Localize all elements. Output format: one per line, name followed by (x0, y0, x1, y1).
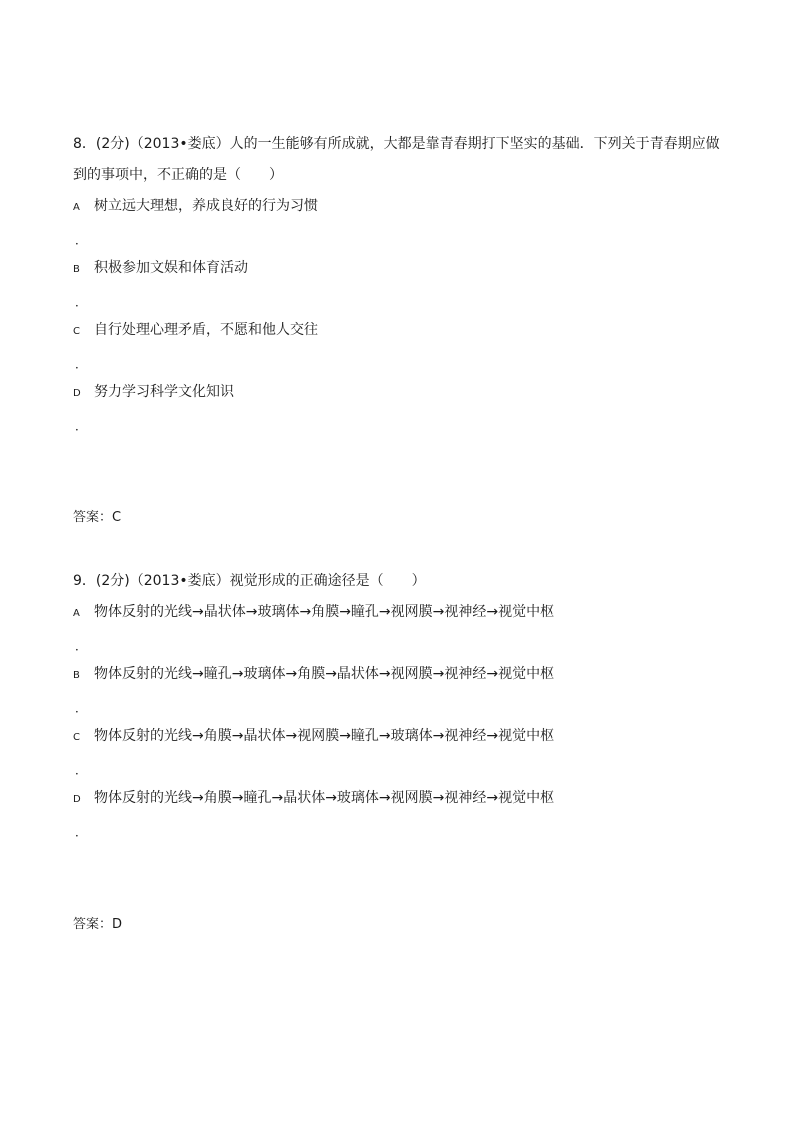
option-letter: D (73, 794, 81, 805)
option-a (73, 191, 723, 222)
option-text: 物体反射的光线→晶状体→玻璃体→角膜→瞳孔→视网膜→视神经→视觉中枢 (94, 604, 555, 620)
option-letter: C (73, 326, 80, 337)
answer-9: 答案：D (73, 917, 123, 932)
option-text: 树立远大理想，养成良好的行为习惯 (94, 198, 318, 214)
option-dot (73, 346, 723, 377)
question-stem-line: 9．(2分)（2013•娄底）视觉形成的正确途径是（ ） (73, 573, 426, 589)
option-dot-glyph: ． (75, 295, 88, 309)
option-b (73, 253, 723, 284)
option-c (73, 721, 723, 752)
option-d (73, 783, 723, 814)
option-dot-glyph: ． (75, 357, 88, 371)
option-dot (73, 814, 723, 845)
option-text: 自行处理心理矛盾，不愿和他人交往 (94, 322, 318, 338)
option-a (73, 597, 723, 628)
option-text: 物体反射的光线→角膜→晶状体→视网膜→瞳孔→玻璃体→视神经→视觉中枢 (94, 728, 555, 744)
option-dot (73, 284, 723, 315)
option-letter: A (73, 202, 80, 213)
option-dot-glyph: ． (75, 825, 88, 839)
option-dot (73, 628, 723, 659)
option-b (73, 659, 723, 690)
option-text: 物体反射的光线→角膜→瞳孔→晶状体→玻璃体→视网膜→视神经→视觉中枢 (94, 790, 555, 806)
question-8 (73, 128, 723, 439)
option-text: 努力学习科学文化知识 (94, 384, 234, 400)
option-dot-glyph: ． (75, 419, 88, 433)
question-stem-line: 8．(2分)（2013•娄底）人的一生能够有所成就，大都是靠青春期打下坚实的基础．下列关于青春期应做 (73, 136, 720, 152)
option-dot (73, 222, 723, 253)
option-letter: A (73, 608, 80, 619)
option-dot (73, 690, 723, 721)
option-c (73, 315, 723, 346)
option-text: 积极参加文娱和体育活动 (94, 260, 248, 276)
option-letter: B (73, 670, 80, 681)
option-letter: D (73, 388, 81, 399)
option-dot-glyph: ． (75, 763, 88, 777)
option-dot-glyph: ． (75, 639, 88, 653)
option-dot (73, 752, 723, 783)
option-dot-glyph: ． (75, 701, 88, 715)
option-text: 物体反射的光线→瞳孔→玻璃体→角膜→晶状体→视网膜→视神经→视觉中枢 (94, 666, 555, 682)
option-dot (73, 408, 723, 439)
question-stem-line: 到的事项中，不正确的是（ ） (73, 167, 283, 183)
answer-8: 答案：C (73, 510, 122, 525)
option-letter: C (73, 732, 80, 743)
option-dot-glyph: ． (75, 233, 88, 247)
option-d (73, 377, 723, 408)
option-letter: B (73, 264, 80, 275)
question-9 (73, 565, 723, 845)
